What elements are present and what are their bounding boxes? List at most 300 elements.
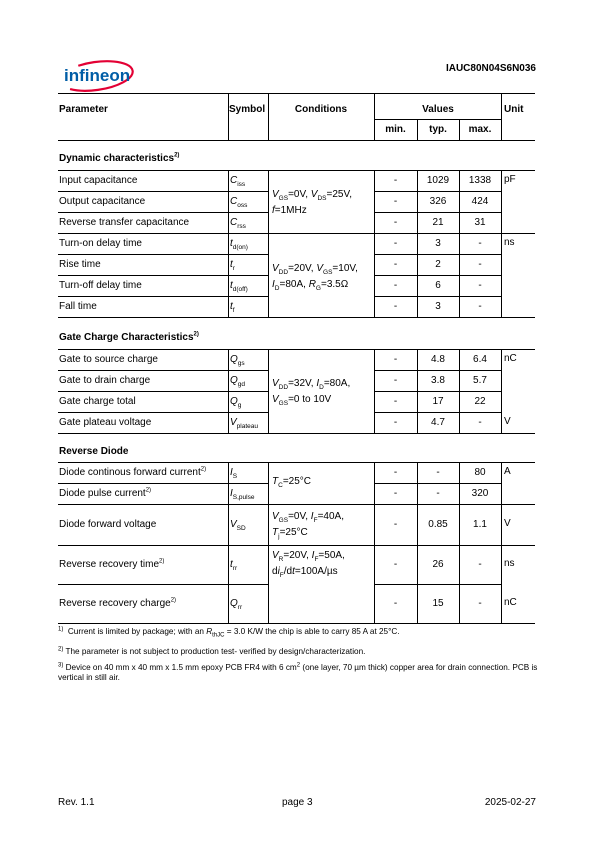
col-line <box>268 212 269 233</box>
row-min-value: - <box>393 396 398 407</box>
row-parameter-with-note <box>59 467 206 479</box>
row-rule <box>374 370 501 371</box>
row-parameter-text: Diode continous forward current <box>59 467 201 478</box>
row-rule <box>228 191 268 192</box>
col-line <box>501 349 502 370</box>
symbol-subscript: S <box>232 473 238 480</box>
row-typ-value: 17 <box>432 396 444 407</box>
row-rule <box>374 296 501 297</box>
col-line <box>501 412 502 433</box>
col-line <box>417 504 418 545</box>
row-parameter: Input capacitance <box>59 175 138 186</box>
col-line <box>459 349 460 370</box>
row-rule <box>374 254 501 255</box>
col-line <box>459 483 460 504</box>
col-line <box>417 254 418 275</box>
row-max-value: 31 <box>474 217 486 228</box>
row-rule <box>374 170 501 171</box>
row-rule <box>374 412 501 413</box>
col-line <box>374 462 375 483</box>
col-line <box>459 545 460 584</box>
col-line <box>268 349 269 370</box>
col-line <box>228 545 229 584</box>
row-max-value: - <box>478 238 482 249</box>
symbol-subscript: r <box>232 265 235 272</box>
row-typ-value: 6 <box>435 280 441 291</box>
symbol-subscript: f <box>232 307 235 314</box>
symbol-letter: V <box>230 519 237 530</box>
row-parameter: Reverse transfer capacitance <box>59 217 190 228</box>
col-line <box>417 275 418 296</box>
row-rule <box>58 212 228 213</box>
section-dynamic-title: Dynamic characteristics$^{2)}$ <box>59 152 180 164</box>
symbol-letter: I <box>230 488 233 499</box>
row-note: 2) <box>200 466 207 473</box>
row-typ-value: 0.85 <box>428 519 448 530</box>
symbol-subscript: rr <box>232 565 238 572</box>
row-parameter-text: Reverse recovery charge <box>59 598 171 609</box>
unit-nc-rr: nC <box>504 597 517 608</box>
col-line <box>501 391 502 412</box>
col-line <box>501 191 502 212</box>
col-line <box>228 504 229 545</box>
row-rule <box>58 483 228 484</box>
col-conditions: Conditions <box>294 104 348 115</box>
col-line <box>268 170 269 191</box>
unit-pf: pF <box>504 174 516 185</box>
col-line <box>417 349 418 370</box>
infineon-logo <box>58 58 140 92</box>
col-line <box>374 170 375 191</box>
col-line <box>501 584 502 623</box>
row-rule <box>228 254 268 255</box>
col-line <box>417 170 418 191</box>
row-max-value: 22 <box>474 396 486 407</box>
col-max: max. <box>468 124 492 135</box>
row-min-value: - <box>393 280 398 291</box>
cond-switching: $V_{DD}=20V$, $V_{GS}=10V$, $I_D=80A$, $R_G=3.5\Omega$ <box>272 263 358 292</box>
row-min-value: - <box>393 238 398 249</box>
row-max-value: 320 <box>471 488 489 499</box>
footnote-3: $^{3)}$ Device on 40 mm x 40 mm x 1.5 mm epoxy PCB FR4 with 6 $cm^2$ (one layer, 70 µm thick) copper area for drain connection. PCB is vertical in still air. <box>58 662 538 682</box>
row-rule <box>228 584 268 585</box>
values-sub-rule <box>374 119 501 120</box>
col-line <box>459 504 460 545</box>
col-line <box>374 370 375 391</box>
row-symbol <box>230 598 242 614</box>
row-symbol <box>230 375 245 391</box>
row-parameter-text: Diode pulse current <box>59 488 146 499</box>
row-rule <box>374 483 501 484</box>
logo-text: infineon <box>64 66 131 85</box>
row-rule <box>58 584 228 585</box>
row-symbol <box>230 175 245 191</box>
footer-date: 2025-02-27 <box>484 797 536 808</box>
section-reverse-diode-title: Reverse Diode <box>59 446 129 457</box>
col-line <box>459 296 460 317</box>
col-line <box>501 545 502 584</box>
col-line <box>228 212 229 233</box>
symbol-letter: t <box>230 259 233 270</box>
symbol-subscript: rr <box>237 604 243 611</box>
row-rule <box>58 370 228 371</box>
col-line <box>228 254 229 275</box>
unit-v-sd: V <box>504 518 511 529</box>
row-min-value: - <box>393 598 398 609</box>
group-rule <box>268 349 374 350</box>
row-typ-value: - <box>436 467 440 478</box>
row-typ-value: 15 <box>432 598 444 609</box>
symbol-letter: C <box>230 175 238 186</box>
row-rule <box>228 483 268 484</box>
header-rule <box>58 93 535 94</box>
row-typ-value: 4.7 <box>431 417 445 428</box>
cond-capacitance: $V_{GS}=0V$, $V_{DS}=25V$, f=1MHz <box>272 189 352 216</box>
col-line <box>417 462 418 483</box>
symbol-letter: C <box>230 196 238 207</box>
col-line <box>268 370 269 391</box>
col-line <box>374 412 375 433</box>
row-symbol <box>230 301 235 317</box>
row-symbol <box>230 196 247 212</box>
col-parameter: Parameter <box>59 104 108 115</box>
row-parameter: Gate charge total <box>59 396 136 407</box>
cond-gate-charge: $V_{DD}=32V$, $I_D=80A$, $V_{GS}=0$ to 10V <box>272 378 351 407</box>
row-symbol <box>230 417 258 433</box>
row-max-value: - <box>478 559 482 570</box>
col-line <box>228 483 229 504</box>
col-line <box>374 275 375 296</box>
row-rule <box>58 254 228 255</box>
col-line <box>417 191 418 212</box>
symbol-subscript: gd <box>237 381 246 388</box>
footer-revision: Rev. 1.1 <box>58 797 95 808</box>
group-rule <box>501 349 535 350</box>
part-number: IAUC80N04S6N036 <box>445 63 536 74</box>
col-line <box>459 412 460 433</box>
col-line <box>501 483 502 504</box>
col-line <box>501 275 502 296</box>
cond-reverse-recovery: $V_R=20V$, $I_F=50A$, $di_F/dt=100A/\mu s$ <box>272 550 345 579</box>
unit-ns: ns <box>504 237 515 248</box>
col-line <box>228 462 229 483</box>
cond-diode-current: $T_C=25^\circ C$ <box>272 476 311 489</box>
row-min-value: - <box>393 559 398 570</box>
symbol-letter: Q <box>230 396 238 407</box>
row-parameter: Gate to source charge <box>59 354 158 365</box>
row-rule <box>374 584 501 585</box>
group-rule <box>501 504 535 505</box>
col-line <box>501 233 502 254</box>
symbol-letter: t <box>230 280 233 291</box>
col-line <box>374 504 375 545</box>
row-note: 2) <box>145 487 152 494</box>
row-rule <box>228 170 268 171</box>
symbol-subscript: d(off) <box>232 286 248 293</box>
col-line <box>228 584 229 623</box>
section-gate-charge-title: Gate Charge Characteristics$^{2)}$ <box>59 331 199 343</box>
group-rule <box>501 233 535 234</box>
row-max-value: - <box>478 417 482 428</box>
row-rule <box>228 412 268 413</box>
row-parameter: Output capacitance <box>59 196 146 207</box>
unit-a: A <box>504 466 511 477</box>
row-typ-value: 1029 <box>426 175 450 186</box>
row-max-value: 424 <box>471 196 489 207</box>
row-typ-value: 26 <box>432 559 444 570</box>
row-min-value: - <box>393 519 398 530</box>
header-bottom-rule <box>58 140 535 141</box>
symbol-subscript: oss <box>237 202 248 209</box>
row-rule <box>58 275 228 276</box>
row-min-value: - <box>393 175 398 186</box>
symbol-letter: Q <box>230 354 238 365</box>
symbol-letter: t <box>230 301 233 312</box>
col-line <box>374 349 375 370</box>
col-line <box>459 275 460 296</box>
col-line <box>501 462 502 483</box>
col-line <box>459 391 460 412</box>
col-line <box>268 254 269 275</box>
row-rule <box>228 349 268 350</box>
col-line <box>268 296 269 317</box>
row-max-value: - <box>478 301 482 312</box>
footer-page: page 3 <box>282 797 313 808</box>
col-line <box>459 233 460 254</box>
row-typ-value: 3 <box>435 301 441 312</box>
group-bottom-rule <box>58 317 535 318</box>
symbol-subscript: rss <box>237 223 246 230</box>
col-line <box>374 233 375 254</box>
col-line <box>268 233 269 254</box>
row-max-value: 1338 <box>468 175 492 186</box>
group-rule <box>268 504 374 505</box>
symbol-subscript: g <box>237 402 242 409</box>
col-line <box>459 170 460 191</box>
unit-v: V <box>504 416 511 427</box>
col-line <box>228 191 229 212</box>
row-parameter-with-note <box>59 559 164 571</box>
row-parameter: Gate to drain charge <box>59 375 151 386</box>
row-symbol <box>230 559 237 575</box>
row-note: 2) <box>170 597 177 604</box>
row-rule <box>58 412 228 413</box>
row-parameter: Fall time <box>59 301 97 312</box>
col-line <box>374 254 375 275</box>
group-rule <box>501 545 535 546</box>
col-line <box>417 584 418 623</box>
row-rule <box>228 391 268 392</box>
col-line <box>228 391 229 412</box>
col-line <box>417 545 418 584</box>
row-parameter-with-note <box>59 598 176 610</box>
col-line <box>374 545 375 584</box>
col-line <box>268 545 269 584</box>
col-values: Values <box>422 104 454 115</box>
col-line <box>417 370 418 391</box>
row-rule <box>228 370 268 371</box>
footnote-2: $^{2)}$ The parameter is not subject to production test- verified by design/characterization. <box>58 646 366 656</box>
row-parameter: Turn-on delay time <box>59 238 142 249</box>
row-rule <box>228 462 268 463</box>
col-line <box>501 170 502 191</box>
col-line <box>501 254 502 275</box>
col-symbol: Symbol <box>229 104 266 115</box>
row-typ-value: 3 <box>435 238 441 249</box>
col-line <box>228 275 229 296</box>
symbol-letter: I <box>230 467 233 478</box>
col-line <box>459 462 460 483</box>
col-line <box>501 370 502 391</box>
row-typ-value: 326 <box>429 196 447 207</box>
col-line <box>501 212 502 233</box>
row-min-value: - <box>393 488 398 499</box>
col-line <box>228 412 229 433</box>
col-line <box>459 584 460 623</box>
row-rule <box>58 170 228 171</box>
row-rule <box>374 349 501 350</box>
symbol-letter: Q <box>230 598 238 609</box>
row-symbol <box>230 217 246 233</box>
row-rule <box>374 275 501 276</box>
group-bottom-rule <box>58 623 535 624</box>
row-typ-value: 2 <box>435 259 441 270</box>
row-rule <box>58 296 228 297</box>
row-symbol <box>230 519 246 535</box>
row-parameter: Rise time <box>59 259 101 270</box>
row-min-value: - <box>393 259 398 270</box>
col-line <box>228 233 229 254</box>
group-rule <box>268 462 374 463</box>
group-bottom-rule <box>58 433 535 434</box>
col-line <box>268 462 269 483</box>
row-symbol <box>230 396 241 412</box>
row-max-value: - <box>478 280 482 291</box>
col-line <box>459 370 460 391</box>
row-symbol <box>230 238 248 254</box>
col-unit: Unit <box>504 104 524 115</box>
symbol-subscript: SD <box>236 525 246 532</box>
col-typ: typ. <box>429 124 447 135</box>
unit-nc: nC <box>504 353 517 364</box>
symbol-letter: t <box>230 559 233 570</box>
row-typ-value: 3.8 <box>431 375 445 386</box>
row-rule <box>374 191 501 192</box>
symbol-letter: Q <box>230 375 238 386</box>
col-line <box>374 191 375 212</box>
col-line <box>268 275 269 296</box>
row-symbol <box>230 354 245 370</box>
row-parameter: Turn-off delay time <box>59 280 142 291</box>
group-rule <box>268 233 374 234</box>
row-max-value: 5.7 <box>473 375 487 386</box>
row-rule <box>58 349 228 350</box>
symbol-subscript: d(on) <box>232 244 248 251</box>
row-max-value: 6.4 <box>473 354 487 365</box>
col-line <box>268 391 269 412</box>
col-line <box>501 504 502 545</box>
col-line <box>417 391 418 412</box>
col-line <box>228 370 229 391</box>
symbol-subscript: plateau <box>236 423 258 430</box>
row-rule <box>228 275 268 276</box>
row-typ-value: - <box>436 488 440 499</box>
col-line <box>459 254 460 275</box>
symbol-letter: t <box>230 238 233 249</box>
row-min-value: - <box>393 217 398 228</box>
row-symbol <box>230 467 237 483</box>
col-line <box>228 296 229 317</box>
col-line <box>374 584 375 623</box>
symbol-subscript: S,pulse <box>232 494 255 501</box>
row-symbol <box>230 259 235 275</box>
col-line <box>374 391 375 412</box>
row-rule <box>58 391 228 392</box>
row-parameter: Gate plateau voltage <box>59 417 152 428</box>
col-line <box>268 412 269 433</box>
row-rule <box>374 462 501 463</box>
row-max-value: 80 <box>474 467 486 478</box>
row-max-value: - <box>478 598 482 609</box>
col-line <box>459 212 460 233</box>
symbol-subscript: iss <box>237 181 246 188</box>
row-rule <box>58 462 228 463</box>
row-typ-value: 4.8 <box>431 354 445 365</box>
group-rule <box>501 170 535 171</box>
col-line <box>417 233 418 254</box>
row-symbol <box>230 488 254 504</box>
row-min-value: - <box>393 354 398 365</box>
col-line <box>228 170 229 191</box>
unit-ns-rr: ns <box>504 558 515 569</box>
row-min-value: - <box>393 301 398 312</box>
group-rule <box>268 170 374 171</box>
row-max-value: - <box>478 259 482 270</box>
group-rule <box>501 462 535 463</box>
row-note: 2) <box>159 558 165 565</box>
row-min-value: - <box>393 375 398 386</box>
row-parameter: Diode forward voltage <box>59 519 157 530</box>
col-line <box>501 296 502 317</box>
row-min-value: - <box>393 417 398 428</box>
col-line <box>268 191 269 212</box>
col-line <box>417 412 418 433</box>
col-line <box>268 504 269 545</box>
symbol-subscript: gs <box>237 360 245 367</box>
row-max-value: 1.1 <box>473 519 487 530</box>
col-line <box>417 483 418 504</box>
row-parameter-with-note <box>59 488 151 500</box>
cond-forward-voltage: $V_{GS}=0V$, $I_F=40A$, $T_j=25^\circ C$ <box>272 511 344 540</box>
row-rule <box>228 296 268 297</box>
col-line <box>417 296 418 317</box>
row-min-value: - <box>393 196 398 207</box>
row-symbol <box>230 280 248 296</box>
col-line <box>268 483 269 504</box>
footnote-1: $^{1)}$ Current is limited by package; with an $R_{thJC} = 3.0$ K/W the chip is able to carry 85 A at 25°C. <box>58 626 400 639</box>
row-parameter-text: Reverse recovery time <box>59 559 160 570</box>
row-rule <box>374 391 501 392</box>
symbol-letter: V <box>230 417 237 428</box>
row-rule <box>374 212 501 213</box>
col-line <box>268 584 269 623</box>
row-rule <box>58 191 228 192</box>
row-rule <box>228 212 268 213</box>
col-line <box>374 483 375 504</box>
symbol-letter: C <box>230 217 238 228</box>
group-rule <box>268 545 374 546</box>
col-line <box>374 212 375 233</box>
